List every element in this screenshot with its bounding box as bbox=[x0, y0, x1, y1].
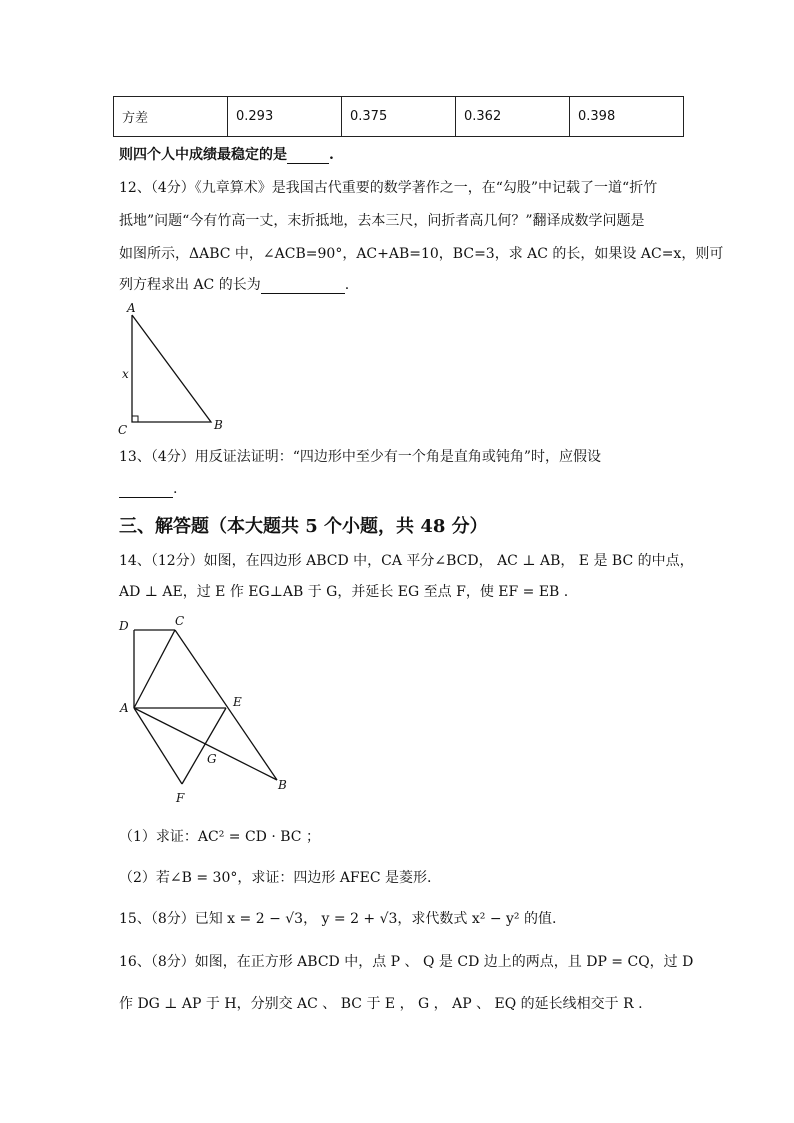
variance-table bbox=[113, 96, 684, 137]
vertex-label-c: C bbox=[175, 614, 185, 628]
q12-line2: 抵地”问题“今有竹高一丈，末折抵地，去本三尺，问折者高几何？”翻译成数学问题是 bbox=[119, 213, 645, 229]
q16-line1: 16、（8分）如图，在正方形 ABCD 中，点 P 、 Q 是 CD 边上的两点，且 DP = CQ，过 D bbox=[119, 954, 694, 970]
quadrilateral-figure bbox=[110, 608, 300, 808]
table-cell: 0.375 bbox=[342, 97, 456, 137]
vertex-label-f: F bbox=[176, 791, 185, 805]
q14-part2: （2）若∠B = 30°，求证：四边形 AFEC 是菱形. bbox=[119, 870, 432, 886]
vertex-label-e: E bbox=[233, 695, 242, 709]
answer-blank bbox=[119, 483, 173, 498]
segment-ef bbox=[182, 708, 226, 784]
table-cell-label: 方差 bbox=[114, 97, 228, 137]
q14-line1: 14、（12分）如图，在四边形 ABCD 中，CA 平分∠BCD， AC ⊥ AB， E 是 BC 的中点， bbox=[119, 553, 694, 569]
q16-line2: 作 DG ⊥ AP 于 H，分别交 AC 、 BC 于 E ， G ， AP 、 EQ 的延长线相交于 R . bbox=[119, 996, 643, 1012]
q13-answer: . bbox=[119, 480, 177, 498]
q12-line3: 如图所示，ΔABC 中，∠ACB=90°，AC+AB=10，BC=3，求 AC 的长，如果设 AC=x，则可 bbox=[119, 246, 724, 262]
section-heading: 三、解答题（本大题共 5 个小题，共 48 分） bbox=[119, 516, 488, 537]
vertex-label-d: D bbox=[119, 619, 129, 633]
vertex-label-g: G bbox=[207, 752, 217, 766]
side-label-x: x bbox=[122, 367, 129, 381]
table-row bbox=[114, 97, 684, 137]
triangle-figure bbox=[110, 298, 240, 440]
q14-line2: AD ⊥ AE，过 E 作 EG⊥AB 于 G，并延长 EG 至点 F，使 EF = EB . bbox=[119, 584, 569, 600]
vertex-label-a: A bbox=[127, 301, 136, 315]
q15-line: 15、（8分）已知 x = 2 − √3， y = 2 + √3，求代数式 x² − y² 的值. bbox=[119, 911, 557, 927]
q13-line: 13、（4分）用反证法证明：“四边形中至少有一个角是直角或钝角”时，应假设 bbox=[119, 449, 602, 465]
right-angle-mark bbox=[132, 416, 138, 422]
q11-tail: 则四个人中成绩最稳定的是 . bbox=[119, 147, 334, 163]
table-cell: 0.398 bbox=[570, 97, 684, 137]
q12-line4: 列方程求出 AC 的长为 . bbox=[119, 277, 350, 293]
table-cell: 0.293 bbox=[228, 97, 342, 137]
vertex-label-b: B bbox=[278, 778, 287, 792]
vertex-label-b: B bbox=[214, 418, 223, 432]
q14-part1: （1）求证：AC² = CD · BC ； bbox=[119, 829, 320, 845]
vertex-label-c: C bbox=[118, 423, 128, 437]
segment-ca bbox=[134, 630, 175, 708]
segment-cb bbox=[175, 630, 277, 780]
answer-blank bbox=[261, 279, 345, 294]
vertex-label-a: A bbox=[120, 701, 129, 715]
answer-blank bbox=[287, 149, 329, 164]
q12-line1: 12、（4分）《九章算术》是我国古代重要的数学著作之一，在“勾股”中记载了一道“折竹 bbox=[119, 180, 658, 196]
table-cell: 0.362 bbox=[456, 97, 570, 137]
triangle-shape bbox=[132, 315, 211, 422]
